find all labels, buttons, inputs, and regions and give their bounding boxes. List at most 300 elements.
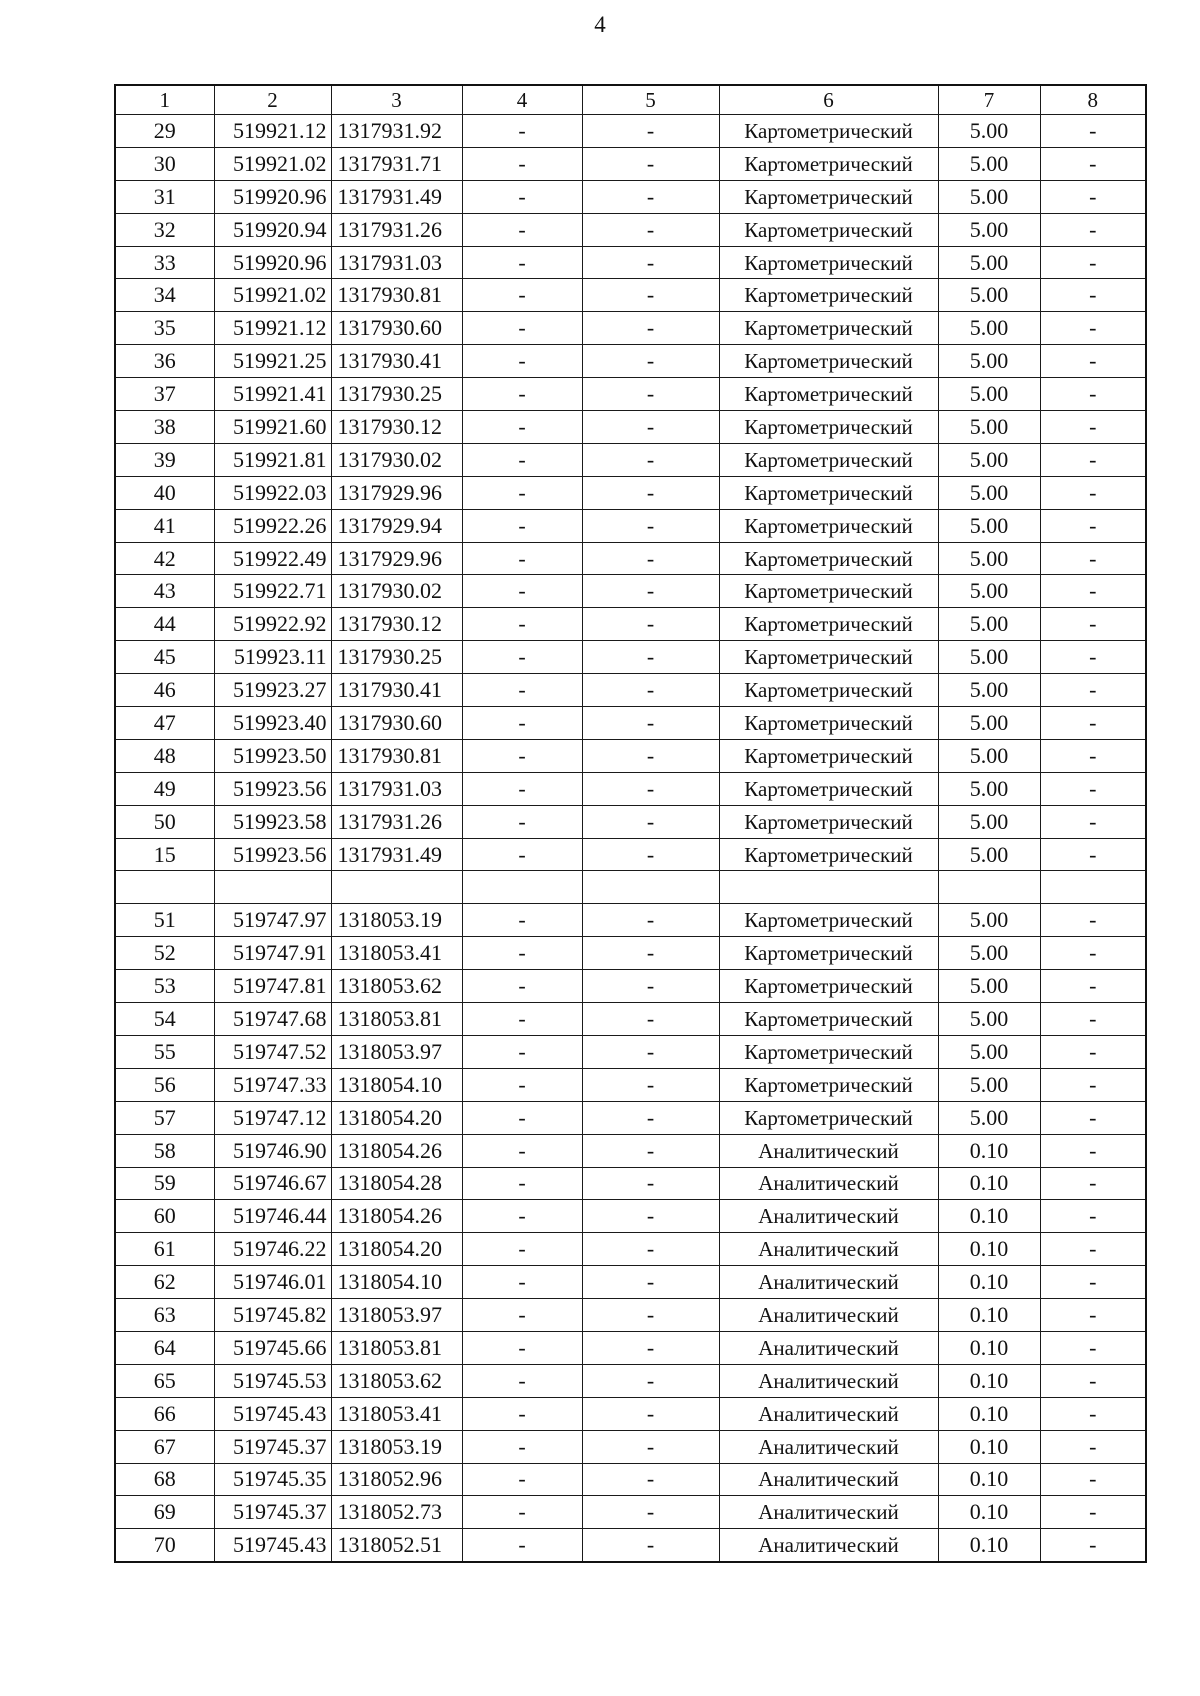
column-4-cell: - — [462, 805, 582, 838]
x-coordinate-cell: 519745.53 — [214, 1364, 331, 1397]
column-5-cell: - — [582, 904, 719, 937]
header-row — [115, 85, 1146, 115]
column-5-cell: - — [582, 476, 719, 509]
column-8-cell: - — [1040, 1068, 1146, 1101]
method-cell: Аналитический — [719, 1266, 938, 1299]
accuracy-cell: 5.00 — [938, 608, 1040, 641]
point-number-cell: 52 — [115, 937, 214, 970]
column-5-cell: - — [582, 1430, 719, 1463]
point-number-cell: 66 — [115, 1397, 214, 1430]
point-number-cell: 40 — [115, 476, 214, 509]
point-number-cell: 33 — [115, 246, 214, 279]
method-cell: Картометрический — [719, 970, 938, 1003]
method-cell: Картометрический — [719, 443, 938, 476]
y-coordinate-cell: 1317931.03 — [331, 246, 462, 279]
y-coordinate-cell: 1318053.97 — [331, 1035, 462, 1068]
column-4-cell: - — [462, 739, 582, 772]
method-cell: Картометрический — [719, 805, 938, 838]
accuracy-cell: 5.00 — [938, 1003, 1040, 1036]
x-coordinate-cell: 519923.56 — [214, 772, 331, 805]
accuracy-cell: 0.10 — [938, 1463, 1040, 1496]
column-8-cell: - — [1040, 476, 1146, 509]
accuracy-cell: 5.00 — [938, 180, 1040, 213]
y-coordinate-cell: 1318053.62 — [331, 1364, 462, 1397]
table-row — [115, 937, 1146, 970]
column-8-cell: - — [1040, 1134, 1146, 1167]
column-8-cell: - — [1040, 1266, 1146, 1299]
y-coordinate-cell: 1317930.41 — [331, 345, 462, 378]
y-coordinate-cell: 1317931.49 — [331, 838, 462, 871]
y-coordinate-cell: 1317931.71 — [331, 147, 462, 180]
point-number-cell: 35 — [115, 312, 214, 345]
table-row — [115, 180, 1146, 213]
x-coordinate-cell: 519922.49 — [214, 542, 331, 575]
y-coordinate-cell: 1317930.41 — [331, 674, 462, 707]
method-cell: Картометрический — [719, 707, 938, 740]
column-header-4: 4 — [462, 85, 582, 115]
column-5-cell: - — [582, 312, 719, 345]
table-row — [115, 476, 1146, 509]
table-row — [115, 1101, 1146, 1134]
y-coordinate-cell: 1318053.81 — [331, 1003, 462, 1036]
x-coordinate-cell — [214, 871, 331, 904]
column-8-cell: - — [1040, 838, 1146, 871]
y-coordinate-cell: 1317930.25 — [331, 378, 462, 411]
point-number-cell: 30 — [115, 147, 214, 180]
x-coordinate-cell: 519922.92 — [214, 608, 331, 641]
accuracy-cell: 5.00 — [938, 739, 1040, 772]
y-coordinate-cell: 1317931.03 — [331, 772, 462, 805]
x-coordinate-cell: 519747.33 — [214, 1068, 331, 1101]
accuracy-cell: 5.00 — [938, 970, 1040, 1003]
y-coordinate-cell — [331, 871, 462, 904]
column-8-cell: - — [1040, 1397, 1146, 1430]
point-number-cell: 49 — [115, 772, 214, 805]
x-coordinate-cell: 519923.27 — [214, 674, 331, 707]
table-row — [115, 542, 1146, 575]
method-cell: Картометрический — [719, 1035, 938, 1068]
x-coordinate-cell: 519920.96 — [214, 180, 331, 213]
accuracy-cell: 5.00 — [938, 509, 1040, 542]
table-header — [115, 85, 1146, 115]
column-5-cell: - — [582, 345, 719, 378]
point-number-cell: 36 — [115, 345, 214, 378]
accuracy-cell: 5.00 — [938, 1035, 1040, 1068]
method-cell: Картометрический — [719, 674, 938, 707]
x-coordinate-cell: 519921.12 — [214, 312, 331, 345]
column-5-cell: - — [582, 542, 719, 575]
column-5-cell: - — [582, 1167, 719, 1200]
column-8-cell: - — [1040, 312, 1146, 345]
y-coordinate-cell: 1317930.12 — [331, 411, 462, 444]
column-5-cell: - — [582, 575, 719, 608]
accuracy-cell: 0.10 — [938, 1233, 1040, 1266]
method-cell: Картометрический — [719, 838, 938, 871]
column-5-cell: - — [582, 608, 719, 641]
accuracy-cell: 0.10 — [938, 1331, 1040, 1364]
column-8-cell: - — [1040, 1529, 1146, 1562]
column-8-cell: - — [1040, 739, 1146, 772]
accuracy-cell: 5.00 — [938, 411, 1040, 444]
column-5-cell: - — [582, 772, 719, 805]
table-row — [115, 805, 1146, 838]
accuracy-cell: 5.00 — [938, 575, 1040, 608]
column-4-cell — [462, 871, 582, 904]
column-4-cell: - — [462, 904, 582, 937]
y-coordinate-cell: 1318052.73 — [331, 1496, 462, 1529]
column-4-cell: - — [462, 674, 582, 707]
y-coordinate-cell: 1317929.96 — [331, 476, 462, 509]
method-cell: Картометрический — [719, 608, 938, 641]
accuracy-cell: 5.00 — [938, 805, 1040, 838]
column-4-cell: - — [462, 246, 582, 279]
y-coordinate-cell: 1318053.81 — [331, 1331, 462, 1364]
column-5-cell: - — [582, 246, 719, 279]
table-row — [115, 345, 1146, 378]
method-cell: Картометрический — [719, 575, 938, 608]
method-cell: Картометрический — [719, 312, 938, 345]
x-coordinate-cell: 519747.68 — [214, 1003, 331, 1036]
column-header-6: 6 — [719, 85, 938, 115]
point-number-cell: 67 — [115, 1430, 214, 1463]
table-row — [115, 509, 1146, 542]
column-8-cell: - — [1040, 1003, 1146, 1036]
x-coordinate-cell: 519745.66 — [214, 1331, 331, 1364]
y-coordinate-cell: 1317931.92 — [331, 115, 462, 148]
accuracy-cell — [938, 871, 1040, 904]
table-row — [115, 772, 1146, 805]
table-row — [115, 1496, 1146, 1529]
column-8-cell: - — [1040, 115, 1146, 148]
column-5-cell: - — [582, 838, 719, 871]
column-5-cell: - — [582, 1496, 719, 1529]
x-coordinate-cell: 519746.01 — [214, 1266, 331, 1299]
x-coordinate-cell: 519923.56 — [214, 838, 331, 871]
y-coordinate-cell: 1317930.02 — [331, 443, 462, 476]
column-8-cell: - — [1040, 937, 1146, 970]
table-row — [115, 246, 1146, 279]
column-5-cell: - — [582, 707, 719, 740]
accuracy-cell: 5.00 — [938, 279, 1040, 312]
x-coordinate-cell: 519923.11 — [214, 641, 331, 674]
x-coordinate-cell: 519922.03 — [214, 476, 331, 509]
point-number-cell: 61 — [115, 1233, 214, 1266]
column-4-cell: - — [462, 213, 582, 246]
table-row — [115, 904, 1146, 937]
table-row — [115, 871, 1146, 904]
point-number-cell: 45 — [115, 641, 214, 674]
point-number-cell: 15 — [115, 838, 214, 871]
column-header-1: 1 — [115, 85, 214, 115]
point-number-cell: 38 — [115, 411, 214, 444]
column-5-cell: - — [582, 739, 719, 772]
method-cell: Картометрический — [719, 772, 938, 805]
table-row — [115, 312, 1146, 345]
y-coordinate-cell: 1318054.26 — [331, 1200, 462, 1233]
table-row — [115, 443, 1146, 476]
y-coordinate-cell: 1318053.41 — [331, 1397, 462, 1430]
y-coordinate-cell: 1318054.26 — [331, 1134, 462, 1167]
method-cell: Картометрический — [719, 937, 938, 970]
point-number-cell: 50 — [115, 805, 214, 838]
accuracy-cell: 5.00 — [938, 772, 1040, 805]
column-4-cell: - — [462, 312, 582, 345]
column-5-cell: - — [582, 1200, 719, 1233]
point-number-cell: 56 — [115, 1068, 214, 1101]
point-number-cell: 53 — [115, 970, 214, 1003]
table-body — [115, 115, 1146, 1563]
point-number-cell: 42 — [115, 542, 214, 575]
column-5-cell: - — [582, 180, 719, 213]
x-coordinate-cell: 519746.90 — [214, 1134, 331, 1167]
column-4-cell: - — [462, 542, 582, 575]
column-5-cell: - — [582, 279, 719, 312]
accuracy-cell: 5.00 — [938, 476, 1040, 509]
column-5-cell: - — [582, 970, 719, 1003]
column-header-7: 7 — [938, 85, 1040, 115]
accuracy-cell: 5.00 — [938, 1068, 1040, 1101]
method-cell: Картометрический — [719, 476, 938, 509]
point-number-cell: 37 — [115, 378, 214, 411]
column-8-cell: - — [1040, 805, 1146, 838]
column-5-cell: - — [582, 1299, 719, 1332]
column-8-cell: - — [1040, 707, 1146, 740]
column-5-cell: - — [582, 378, 719, 411]
x-coordinate-cell: 519747.97 — [214, 904, 331, 937]
x-coordinate-cell: 519746.22 — [214, 1233, 331, 1266]
y-coordinate-cell: 1317930.60 — [331, 707, 462, 740]
method-cell: Картометрический — [719, 904, 938, 937]
column-5-cell: - — [582, 1331, 719, 1364]
table-row — [115, 739, 1146, 772]
y-coordinate-cell: 1318054.10 — [331, 1068, 462, 1101]
accuracy-cell: 0.10 — [938, 1167, 1040, 1200]
method-cell: Картометрический — [719, 542, 938, 575]
column-4-cell: - — [462, 1397, 582, 1430]
table-row — [115, 575, 1146, 608]
method-cell: Картометрический — [719, 213, 938, 246]
point-number-cell — [115, 871, 214, 904]
x-coordinate-cell: 519921.12 — [214, 115, 331, 148]
accuracy-cell: 5.00 — [938, 115, 1040, 148]
method-cell: Картометрический — [719, 147, 938, 180]
point-number-cell: 29 — [115, 115, 214, 148]
accuracy-cell: 5.00 — [938, 213, 1040, 246]
y-coordinate-cell: 1317930.02 — [331, 575, 462, 608]
y-coordinate-cell: 1318053.41 — [331, 937, 462, 970]
column-4-cell: - — [462, 1463, 582, 1496]
column-5-cell: - — [582, 147, 719, 180]
column-5-cell: - — [582, 1463, 719, 1496]
method-cell: Картометрический — [719, 411, 938, 444]
accuracy-cell: 5.00 — [938, 674, 1040, 707]
column-header-5: 5 — [582, 85, 719, 115]
column-4-cell: - — [462, 1167, 582, 1200]
point-number-cell: 57 — [115, 1101, 214, 1134]
column-5-cell: - — [582, 1266, 719, 1299]
method-cell — [719, 871, 938, 904]
column-header-2: 2 — [214, 85, 331, 115]
column-8-cell: - — [1040, 1299, 1146, 1332]
point-number-cell: 68 — [115, 1463, 214, 1496]
accuracy-cell: 0.10 — [938, 1529, 1040, 1562]
column-8-cell: - — [1040, 1200, 1146, 1233]
column-4-cell: - — [462, 1233, 582, 1266]
point-number-cell: 48 — [115, 739, 214, 772]
y-coordinate-cell: 1318053.97 — [331, 1299, 462, 1332]
y-coordinate-cell: 1318053.19 — [331, 904, 462, 937]
column-4-cell: - — [462, 641, 582, 674]
column-8-cell: - — [1040, 213, 1146, 246]
y-coordinate-cell: 1317930.12 — [331, 608, 462, 641]
column-5-cell: - — [582, 443, 719, 476]
method-cell: Картометрический — [719, 641, 938, 674]
column-8-cell: - — [1040, 1331, 1146, 1364]
column-8-cell: - — [1040, 1233, 1146, 1266]
column-4-cell: - — [462, 970, 582, 1003]
y-coordinate-cell: 1317931.26 — [331, 213, 462, 246]
method-cell: Картометрический — [719, 115, 938, 148]
column-5-cell: - — [582, 1035, 719, 1068]
point-number-cell: 64 — [115, 1331, 214, 1364]
point-number-cell: 41 — [115, 509, 214, 542]
accuracy-cell: 0.10 — [938, 1266, 1040, 1299]
column-8-cell: - — [1040, 443, 1146, 476]
y-coordinate-cell: 1318053.62 — [331, 970, 462, 1003]
column-8-cell: - — [1040, 1430, 1146, 1463]
x-coordinate-cell: 519747.12 — [214, 1101, 331, 1134]
column-5-cell — [582, 871, 719, 904]
column-8-cell: - — [1040, 147, 1146, 180]
column-5-cell: - — [582, 805, 719, 838]
point-number-cell: 39 — [115, 443, 214, 476]
point-number-cell: 55 — [115, 1035, 214, 1068]
column-4-cell: - — [462, 378, 582, 411]
table-row — [115, 279, 1146, 312]
y-coordinate-cell: 1318052.96 — [331, 1463, 462, 1496]
y-coordinate-cell: 1317930.81 — [331, 279, 462, 312]
table-row — [115, 1299, 1146, 1332]
column-8-cell — [1040, 871, 1146, 904]
column-4-cell: - — [462, 1364, 582, 1397]
point-number-cell: 60 — [115, 1200, 214, 1233]
table-row — [115, 674, 1146, 707]
accuracy-cell: 0.10 — [938, 1364, 1040, 1397]
column-5-cell: - — [582, 509, 719, 542]
x-coordinate-cell: 519920.94 — [214, 213, 331, 246]
point-number-cell: 62 — [115, 1266, 214, 1299]
point-number-cell: 63 — [115, 1299, 214, 1332]
table-row — [115, 147, 1146, 180]
x-coordinate-cell: 519923.58 — [214, 805, 331, 838]
column-8-cell: - — [1040, 1463, 1146, 1496]
method-cell: Аналитический — [719, 1529, 938, 1562]
column-4-cell: - — [462, 1134, 582, 1167]
y-coordinate-cell: 1317931.49 — [331, 180, 462, 213]
table-row — [115, 838, 1146, 871]
column-8-cell: - — [1040, 180, 1146, 213]
point-number-cell: 58 — [115, 1134, 214, 1167]
column-8-cell: - — [1040, 674, 1146, 707]
column-5-cell: - — [582, 641, 719, 674]
method-cell: Аналитический — [719, 1200, 938, 1233]
method-cell: Картометрический — [719, 1101, 938, 1134]
method-cell: Аналитический — [719, 1134, 938, 1167]
method-cell: Картометрический — [719, 739, 938, 772]
column-8-cell: - — [1040, 1364, 1146, 1397]
table-row — [115, 1003, 1146, 1036]
column-5-cell: - — [582, 411, 719, 444]
point-number-cell: 32 — [115, 213, 214, 246]
x-coordinate-cell: 519921.60 — [214, 411, 331, 444]
method-cell: Картометрический — [719, 509, 938, 542]
x-coordinate-cell: 519745.82 — [214, 1299, 331, 1332]
column-4-cell: - — [462, 147, 582, 180]
point-number-cell: 69 — [115, 1496, 214, 1529]
accuracy-cell: 5.00 — [938, 147, 1040, 180]
y-coordinate-cell: 1318054.20 — [331, 1101, 462, 1134]
column-8-cell: - — [1040, 1035, 1146, 1068]
column-5-cell: - — [582, 1101, 719, 1134]
method-cell: Картометрический — [719, 1003, 938, 1036]
method-cell: Картометрический — [719, 1068, 938, 1101]
table-row — [115, 1529, 1146, 1562]
column-4-cell: - — [462, 1035, 582, 1068]
method-cell: Аналитический — [719, 1430, 938, 1463]
y-coordinate-cell: 1318054.20 — [331, 1233, 462, 1266]
x-coordinate-cell: 519745.43 — [214, 1397, 331, 1430]
method-cell: Картометрический — [719, 279, 938, 312]
point-number-cell: 54 — [115, 1003, 214, 1036]
accuracy-cell: 0.10 — [938, 1496, 1040, 1529]
column-4-cell: - — [462, 707, 582, 740]
table-row — [115, 608, 1146, 641]
table-row — [115, 1035, 1146, 1068]
point-number-cell: 46 — [115, 674, 214, 707]
column-4-cell: - — [462, 937, 582, 970]
column-4-cell: - — [462, 1101, 582, 1134]
column-4-cell: - — [462, 115, 582, 148]
x-coordinate-cell: 519922.26 — [214, 509, 331, 542]
table-row — [115, 411, 1146, 444]
y-coordinate-cell: 1317930.81 — [331, 739, 462, 772]
column-8-cell: - — [1040, 904, 1146, 937]
column-4-cell: - — [462, 509, 582, 542]
y-coordinate-cell: 1317930.25 — [331, 641, 462, 674]
accuracy-cell: 0.10 — [938, 1200, 1040, 1233]
accuracy-cell: 5.00 — [938, 443, 1040, 476]
method-cell: Картометрический — [719, 345, 938, 378]
point-number-cell: 44 — [115, 608, 214, 641]
point-number-cell: 70 — [115, 1529, 214, 1562]
method-cell: Картометрический — [719, 378, 938, 411]
column-8-cell: - — [1040, 575, 1146, 608]
y-coordinate-cell: 1317930.60 — [331, 312, 462, 345]
column-4-cell: - — [462, 180, 582, 213]
table-row — [115, 1233, 1146, 1266]
column-4-cell: - — [462, 279, 582, 312]
accuracy-cell: 0.10 — [938, 1430, 1040, 1463]
column-4-cell: - — [462, 476, 582, 509]
point-number-cell: 31 — [115, 180, 214, 213]
column-4-cell: - — [462, 345, 582, 378]
table-row — [115, 1167, 1146, 1200]
x-coordinate-cell: 519923.40 — [214, 707, 331, 740]
point-number-cell: 65 — [115, 1364, 214, 1397]
method-cell: Картометрический — [719, 180, 938, 213]
column-5-cell: - — [582, 1233, 719, 1266]
x-coordinate-cell: 519747.81 — [214, 970, 331, 1003]
